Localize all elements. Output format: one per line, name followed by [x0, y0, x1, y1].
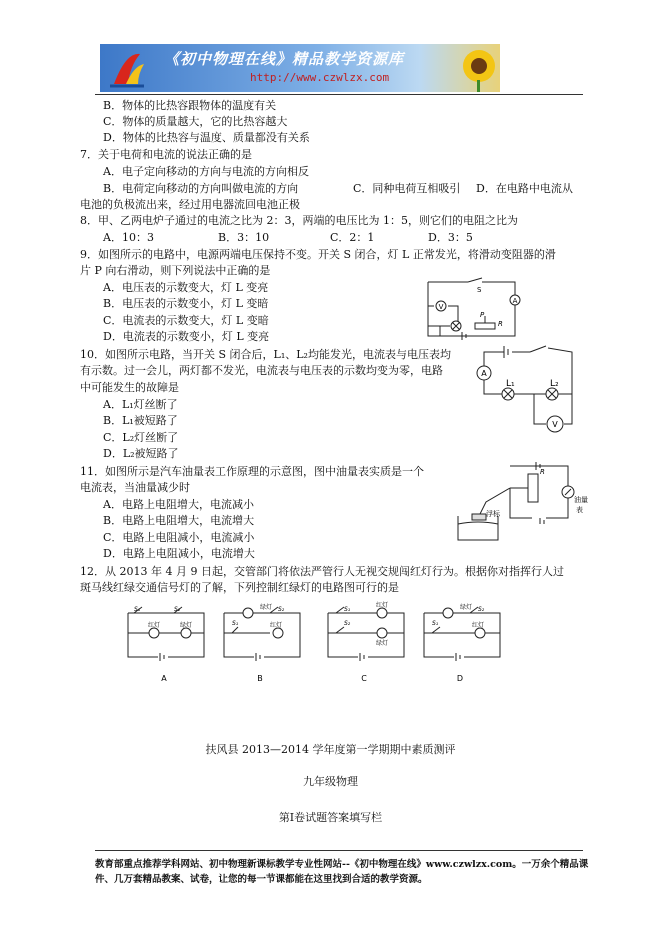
site-url[interactable]: http://www.czwlzx.com [250, 71, 390, 84]
q9-voltmeter-label: V [438, 303, 444, 311]
q12-d-s1-label: S₁ [432, 620, 439, 627]
q9-option-a: A．电压表的示数变大，灯 L 变亮 [103, 281, 269, 294]
q12-option-c-label: C [361, 674, 367, 683]
q10-lamp1-label: L₁ [506, 379, 515, 389]
q12-d-green-label: 绿灯 [460, 604, 473, 611]
q10-option-a: A．L₁灯丝断了 [103, 398, 178, 411]
footer-line-1: 教育部重点推荐学科网站、初中物理新课标教学专业性网站--《初中物理在线》www.czwlzx.com。一万余个精品课 [95, 859, 589, 870]
q11-float-label: 浮标 [486, 510, 500, 518]
q8-stem: 8．甲、乙两电炉子通过的电流之比为 2：3，两端的电压比为 1：5，则它们的电阻之比为 [80, 214, 518, 227]
q9-stem: 9．如图所示的电路中，电源两端电压保持不变。开关 S 闭合，灯 L 正常发光，将滑动变阻器的滑 [80, 248, 556, 261]
q12-a-red-lamp-icon [149, 628, 159, 638]
q7-stem: 7．关于电荷和电流的说法正确的是 [80, 148, 252, 161]
q10-stem-cont1: 有示数。过一会儿，两灯都不发光，电流表与电压表的示数均变为零，电路 [80, 364, 443, 377]
q12-c-green-lamp-icon [377, 628, 387, 638]
q11-resistor-label: R [540, 468, 545, 476]
q9-rheostat-label: R [498, 320, 503, 328]
q12-c-red-lamp-icon [377, 608, 387, 618]
q11-option-a: A．电路上电阻增大，电流减小 [103, 498, 254, 511]
q10-ammeter-label: A [481, 369, 487, 378]
q12-a-red-label: 红灯 [148, 622, 161, 629]
q9-switch-label: S [477, 286, 482, 294]
q12-b-s1-label: S₁ [232, 620, 239, 627]
q9-option-d: D．电流表的示数变小，灯 L 变亮 [103, 330, 270, 343]
q12-a-green-lamp-icon [181, 628, 191, 638]
sunflower-icon [456, 44, 500, 92]
exam-title: 扶风县 2013—2014 学年度第一学期期中素质测评 [205, 743, 456, 756]
footer-note [95, 857, 595, 887]
q10-option-b: B．L₁被短路了 [103, 414, 178, 427]
site-banner [100, 44, 500, 92]
q8-option-d: D．3：5 [428, 231, 473, 244]
q12-d-green-lamp-icon [443, 608, 453, 618]
q12-circuit-options-figure [120, 602, 510, 687]
q12-option-b-label: B [257, 674, 263, 683]
q9-slider-label: P [480, 311, 485, 319]
q12-c-green-label: 绿灯 [376, 640, 389, 647]
q9-option-b: B．电压表的示数变小，灯 L 变暗 [103, 297, 269, 310]
q10-circuit-figure [474, 344, 584, 434]
q12-a-s1-label: S₁ [134, 606, 141, 613]
q10-stem: 10．如图所示电路，当开关 S 闭合后，L₁、L₂均能发光，电流表与电压表均 [80, 348, 451, 361]
q9-rheostat-icon [475, 323, 495, 329]
q12-stem: 12．从 2013 年 4 月 9 日起，交管部门将依法严管行人无视交规闯红灯行为。根据你对指挥行人过 [80, 565, 564, 578]
footer-line-2: 件、几万套精品教案、试卷，让您的每一节课都能在这里找到合适的教学资源。 [95, 874, 428, 885]
q10-stem-cont2: 中可能发生的故障是 [80, 381, 179, 394]
q12-a-green-label: 绿灯 [180, 622, 193, 629]
q10-option-d: D．L₂被短路了 [103, 447, 179, 460]
q7-option-d-cont: 电池的负极流出来，经过用电器流回电池正极 [80, 198, 300, 211]
answer-section-title: 第Ⅰ卷试题答案填写栏 [278, 811, 383, 824]
footer-rule [95, 850, 583, 851]
q12-b-green-label: 绿灯 [260, 604, 273, 611]
q9-circuit-figure [420, 278, 525, 343]
q11-option-d: D．电路上电阻减小，电流增大 [103, 547, 255, 560]
q12-option-a-label: A [161, 674, 167, 683]
q12-b-red-lamp-icon [273, 628, 283, 638]
q12-d-s2-label: S₂ [478, 606, 485, 613]
q12-c-red-label: 红灯 [376, 602, 389, 609]
exam-subject: 九年级物理 [303, 775, 358, 788]
q12-b-s2-label: S₂ [278, 606, 285, 613]
q11-stem-cont: 电流表，当油量减少时 [80, 481, 190, 494]
q12-a-s2-label: S₂ [174, 606, 181, 613]
q7-option-d: D．在电路中电流从 [476, 182, 573, 195]
q6-option-c: C．物体的质量越大，它的比热容越大 [103, 115, 288, 128]
q12-b-green-lamp-icon [243, 608, 253, 618]
q11-option-b: B．电路上电阻增大，电流增大 [103, 514, 255, 527]
q10-lamp2-label: L₂ [550, 379, 559, 389]
q11-float-icon [472, 514, 486, 520]
q12-option-d-label: D [456, 674, 464, 683]
q12-b-red-label: 红灯 [270, 622, 283, 629]
q7-option-c: C．同种电荷互相吸引 [353, 182, 461, 195]
site-logo-icon [106, 48, 148, 88]
q11-resistor-icon [528, 474, 538, 502]
q12-c-s1-label: S₁ [344, 606, 351, 613]
q9-ammeter-label: A [512, 297, 518, 305]
q11-option-c: C．电路上电阻减小，电流减小 [103, 531, 255, 544]
q9-option-c: C．电流表的示数变大，灯 L 变暗 [103, 314, 269, 327]
q8-option-c: C．2：1 [330, 231, 375, 244]
q9-stem-cont: 片 P 向右滑动，则下列说法中正确的是 [80, 264, 271, 277]
q8-option-a: A．10：3 [103, 231, 154, 244]
q10-option-c: C．L₂灯丝断了 [103, 431, 179, 444]
q8-option-b: B．3：10 [218, 231, 270, 244]
q11-gauge-label-2: 表 [576, 506, 583, 514]
q11-fuel-gauge-figure [450, 458, 588, 550]
q12-stem-cont: 斑马线红绿交通信号灯的了解，下列控制红绿灯的电路图可行的是 [80, 581, 399, 594]
q7-option-a: A．电子定向移动的方向与电流的方向相反 [103, 165, 309, 178]
header-rule [95, 94, 583, 95]
q12-d-red-label: 红灯 [472, 622, 485, 629]
site-title: 《初中物理在线》精品教学资源库 [164, 50, 405, 68]
q7-option-b: B．电荷定向移动的方向叫做电流的方向 [103, 182, 299, 195]
q12-d-red-lamp-icon [475, 628, 485, 638]
q10-voltmeter-label: V [552, 420, 558, 429]
q6-option-b: B．物体的比热容跟物体的温度有关 [103, 99, 277, 112]
q11-stem: 11．如图所示是汽车油量表工作原理的示意图，图中油量表实质是一个 [80, 465, 424, 478]
q12-c-s2-label: S₂ [344, 620, 351, 627]
q11-gauge-label-1: 油量 [574, 496, 588, 504]
q6-option-d: D．物体的比热容与温度、质量都没有关系 [103, 131, 310, 144]
